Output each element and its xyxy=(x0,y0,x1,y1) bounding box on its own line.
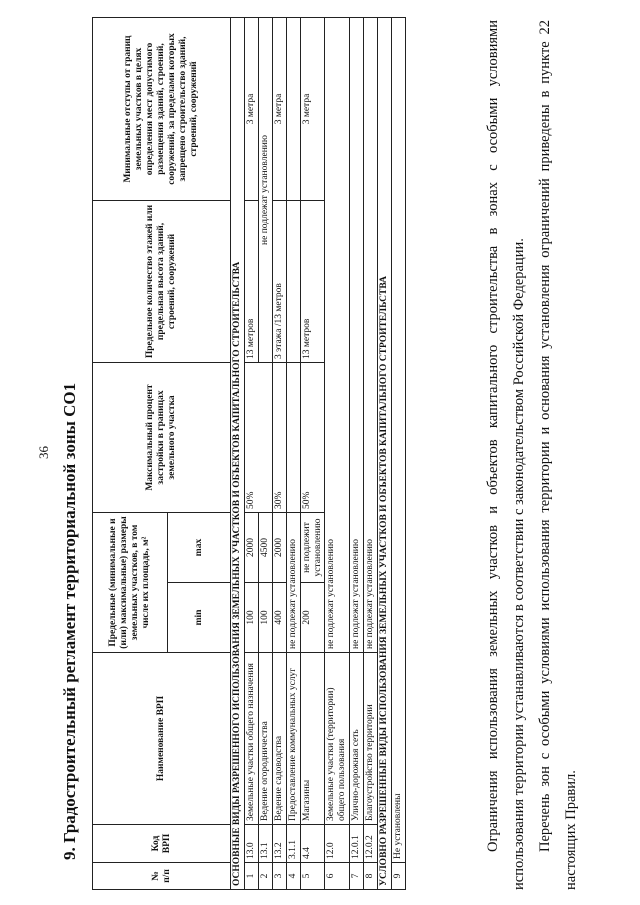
row-num: 8 xyxy=(364,863,378,890)
row-name: Не установлены xyxy=(392,18,406,863)
row-floors-setback: не подлежат установлению xyxy=(258,18,272,363)
header-name: Наименование ВРП xyxy=(93,653,231,825)
row-num: 4 xyxy=(286,863,300,890)
row-num: 5 xyxy=(300,863,325,890)
row-span-value: не подлежат установлению xyxy=(364,18,378,653)
table-row xyxy=(325,18,350,890)
row-max: 2000 xyxy=(272,513,286,583)
row-code: 3.1.1 xyxy=(286,825,300,863)
row-code: 12.0.1 xyxy=(350,825,364,863)
row-num: 9 xyxy=(392,863,406,890)
section-conditional-row xyxy=(378,18,392,890)
row-min: 100 xyxy=(258,583,272,653)
table-row xyxy=(244,18,258,890)
row-max: 4500 xyxy=(258,513,272,583)
note-paragraph: Ограничения использования земельных участков и объектов капитального строительства в зонах с особыми условиями использования территории устанавливаются в соответствии с законодательством Российской Федерации. xyxy=(485,20,527,890)
row-max: 2000 xyxy=(244,513,258,583)
row-code: 13.0 xyxy=(244,825,258,863)
section-main-row xyxy=(231,18,245,890)
row-coverage: 30% xyxy=(272,363,286,513)
row-span-value: не подлежат установлению xyxy=(325,18,350,653)
table-row xyxy=(350,18,364,890)
regulation-table xyxy=(92,17,406,890)
row-min: 100 xyxy=(244,583,258,653)
table-row xyxy=(392,18,406,890)
empty-cell xyxy=(286,201,300,363)
row-code: 13.1 xyxy=(258,825,272,863)
row-num: 6 xyxy=(325,863,350,890)
table-header-row xyxy=(93,18,168,890)
header-code: Код ВРП xyxy=(93,825,231,863)
table-row xyxy=(272,18,286,890)
row-setback: 3 метра xyxy=(272,18,286,201)
row-floors: 13 метров xyxy=(300,201,325,363)
header-num: № п/п xyxy=(93,863,231,890)
row-max: не подлежит установлению xyxy=(300,513,325,583)
table-row xyxy=(364,18,378,890)
row-name: Благоустройство территории xyxy=(364,653,378,825)
row-num: 3 xyxy=(272,863,286,890)
page-number: 36 xyxy=(36,446,51,459)
row-setback: 3 метра xyxy=(244,18,258,201)
table-row xyxy=(300,18,325,890)
row-code: 4.4 xyxy=(300,825,325,863)
header-coverage: Максимальный процент застройки в границах земельного участка xyxy=(93,363,231,513)
row-name: Земельные участки (территории) общего пользования xyxy=(325,653,350,825)
header-size-group: Предельные (минимальные и (или) максимальные) размеры земельных участков, в том числе их площадь, м² xyxy=(93,513,168,653)
row-num: 2 xyxy=(258,863,272,890)
row-min: 200 xyxy=(300,583,325,653)
table-row xyxy=(286,18,300,890)
page-title: 9. Градостроительный регламент территориальной зоны СО1 xyxy=(60,382,79,860)
row-name: Магазины xyxy=(300,653,325,825)
row-name: Улично-дорожная сеть xyxy=(350,653,364,825)
row-name: Ведение садоводства xyxy=(272,653,286,825)
notes xyxy=(480,20,584,890)
section-main-title: ОСНОВНЫЕ ВИДЫ РАЗРЕШЕННОГО ИСПОЛЬЗОВАНИЯ ЗЕМЕЛЬНЫХ УЧАСТКОВ И ОБЪЕКТОВ КАПИТАЛЬНОГО СТРОИТЕЛЬСТВА xyxy=(231,18,245,890)
row-coverage: 50% xyxy=(300,363,325,513)
row-num: 1 xyxy=(244,863,258,890)
empty-cell xyxy=(286,18,300,201)
row-min: 400 xyxy=(272,583,286,653)
header-max: max xyxy=(168,513,231,583)
row-floors: 3 этажа /13 метров xyxy=(272,201,286,363)
row-code: 12.0.2 xyxy=(364,825,378,863)
row-coverage: 50% xyxy=(244,363,272,513)
row-span-value: не подлежат установлению xyxy=(286,513,300,653)
row-code: 12.0 xyxy=(325,825,350,863)
row-code: 13.2 xyxy=(272,825,286,863)
row-name: Ведение огородничества xyxy=(258,653,272,825)
row-name: Предоставление коммунальных услуг xyxy=(286,653,300,825)
row-num: 7 xyxy=(350,863,364,890)
header-setback: Минимальные отступы от границ земельных участков в целях определения мест допустимого размещения зданий, строений, сооружений, за пределами которых запрещено строительство зданий, строений, сооружений xyxy=(93,18,231,201)
row-floors: 13 метров xyxy=(244,201,258,363)
header-floors: Предельное количество этажей или предельная высота зданий, строений, сооружений xyxy=(93,201,231,363)
row-setback: 3 метра xyxy=(300,18,325,201)
row-span-value: не подлежат установлению xyxy=(350,18,364,653)
empty-cell xyxy=(286,363,300,513)
header-min: min xyxy=(168,583,231,653)
note-paragraph: Перечень зон с особыми условиями использования территории и основания установления ограничений приведены в пункте 22 настоящих Правил. xyxy=(537,20,579,890)
row-name: Земельные участки общего назначения xyxy=(244,653,258,825)
section-conditional-title: УСЛОВНО РАЗРЕШЕННЫЕ ВИДЫ ИСПОЛЬЗОВАНИЯ ЗЕМЕЛЬНЫХ УЧАСТКОВ И ОБЪЕКТОВ КАПИТАЛЬНОГО СТРОИТЕЛЬСТВА xyxy=(378,18,392,890)
